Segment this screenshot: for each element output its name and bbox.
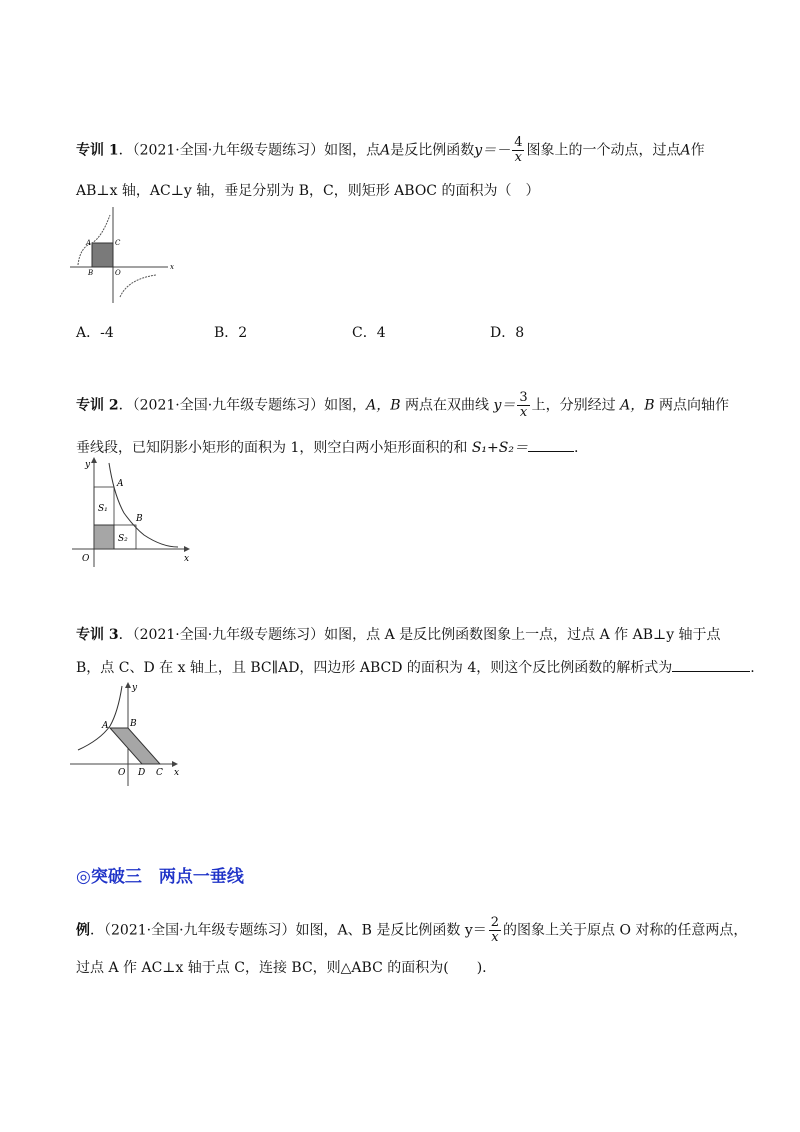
hyperbola-branch — [78, 686, 122, 750]
problem-2-text-a: ．（2021·全国·九年级专题练习）如图， — [118, 397, 367, 414]
fig3-label-d: D — [138, 768, 146, 778]
problem-1-text-a: ．（2021·全国·九年级专题练习）如图，点 — [118, 142, 381, 159]
example-line-1 — [76, 916, 747, 945]
fraction-3-over-x: $\frac{3}{x}$ — [519, 390, 528, 420]
option-a[interactable]: A．-4 — [76, 325, 114, 341]
problem-2-text-d: 两点向轴作 — [658, 397, 729, 414]
option-c[interactable]: C．4 — [352, 325, 386, 341]
problem-2-text-c: 上，分别经过 — [531, 397, 616, 414]
problem-1-text-d: 作 — [690, 142, 705, 159]
fraction-4-over-x: $\frac{4}{x}$ — [514, 135, 523, 165]
problem-2-line-2: 垂线段，已知阴影小矩形的面积为 1，则空白两小矩形面积的和 S₁+S₂＝ . — [76, 437, 578, 458]
section-heading: ◎突破三 两点一垂线 — [76, 867, 244, 887]
problem-1-line-2: AB⊥x 轴，AC⊥y 轴，垂足分别为 B，C，则矩形 ABOC 的面积为（ ） — [76, 183, 540, 199]
problem-3-figure — [70, 678, 185, 788]
fig2-label-b: B — [136, 514, 143, 524]
answer-blank-3[interactable] — [672, 657, 750, 672]
fig1-label-x: x — [170, 263, 174, 271]
problem-3-label: 专训 3 — [76, 627, 119, 643]
example-text-b: 的图象上关于原点 O 对称的任意两点， — [503, 922, 748, 939]
problem-3-line-1 — [76, 625, 721, 645]
shaded-rectangle-aboc — [92, 243, 113, 267]
fraction-2-over-x: $\frac{2}{x}$ — [490, 915, 500, 945]
problem-1-label: 专训 1 — [76, 142, 119, 159]
fig3-label-a: A — [102, 721, 109, 731]
point-a-label-2: A — [680, 142, 691, 159]
problem-2-figure — [72, 455, 197, 567]
problem-1-figure — [70, 205, 180, 305]
problem-1-line-1 — [76, 136, 705, 165]
problem-3-text-a: ．（2021·全国·九年级专题练习）如图，点 A 是反比例函数图象上一点，过点 A 作 AB⊥y 轴于点 — [118, 627, 721, 643]
function-y-eq-2: y＝ — [493, 397, 516, 414]
fig2-label-s2: S₂ — [118, 534, 128, 544]
fig3-label-y: y — [132, 683, 138, 693]
fig1-label-c: C — [115, 239, 121, 247]
problem-2-text-b: 两点在双曲线 — [405, 397, 490, 414]
problem-2-label: 专训 2 — [76, 397, 119, 414]
fig3-label-o: O — [118, 768, 126, 778]
fig2-label-s1: S₁ — [98, 504, 108, 514]
problem-2-line-1 — [76, 391, 729, 420]
example-text-a: ．（2021·全国·九年级专题练习）如图，A、B 是反比例函数 y＝ — [90, 922, 487, 939]
problem-2-text-e: 垂线段，已知阴影小矩形的面积为 1，则空白两小矩形面积的和 — [76, 440, 468, 456]
problem-3-line-2: B，点 C、D 在 x 轴上，且 BC∥AD，四边形 ABCD 的面积为 4，则这个反比例函数的解析式为 . — [76, 657, 755, 678]
problem-1-text-c: 图象上的一个动点，过点 — [526, 142, 681, 159]
fig1-label-o: O — [115, 269, 121, 277]
answer-blank-2[interactable] — [528, 437, 574, 452]
fig2-label-a: A — [117, 479, 124, 489]
s1-plus-s2: S₁+S₂＝ — [471, 440, 528, 456]
example-line-2: 过点 A 作 AC⊥x 轴于点 C，连接 BC，则△ABC 的面积为( ). — [76, 960, 487, 976]
function-y-eq: y＝－ — [474, 142, 511, 159]
fig2-label-y: y — [85, 460, 91, 470]
option-d[interactable]: D．8 — [490, 325, 525, 341]
problem-3-text-b: B，点 C、D 在 x 轴上，且 BC∥AD，四边形 ABCD 的面积为 4，则这个反比例函数的解析式为 — [76, 660, 673, 676]
point-a-label: A — [380, 142, 391, 159]
fig2-label-x: x — [184, 554, 190, 564]
option-b[interactable]: B．2 — [214, 325, 248, 341]
parallelogram-abcd — [110, 728, 160, 764]
fig2-label-o: O — [82, 554, 90, 564]
points-ab: A，B — [366, 397, 401, 414]
points-ab-2: A，B — [620, 397, 655, 414]
shaded-small-rectangle — [94, 525, 114, 549]
fig1-label-b: B — [88, 269, 94, 277]
fig1-label-a: A — [86, 239, 92, 247]
fig3-label-b: B — [130, 719, 137, 729]
fig3-label-x: x — [174, 768, 180, 778]
fig3-label-c: C — [156, 768, 163, 778]
hyperbola-branch-right — [120, 275, 156, 297]
problem-1-text-b: 是反比例函数 — [390, 142, 475, 159]
example-label: 例 — [76, 922, 90, 939]
